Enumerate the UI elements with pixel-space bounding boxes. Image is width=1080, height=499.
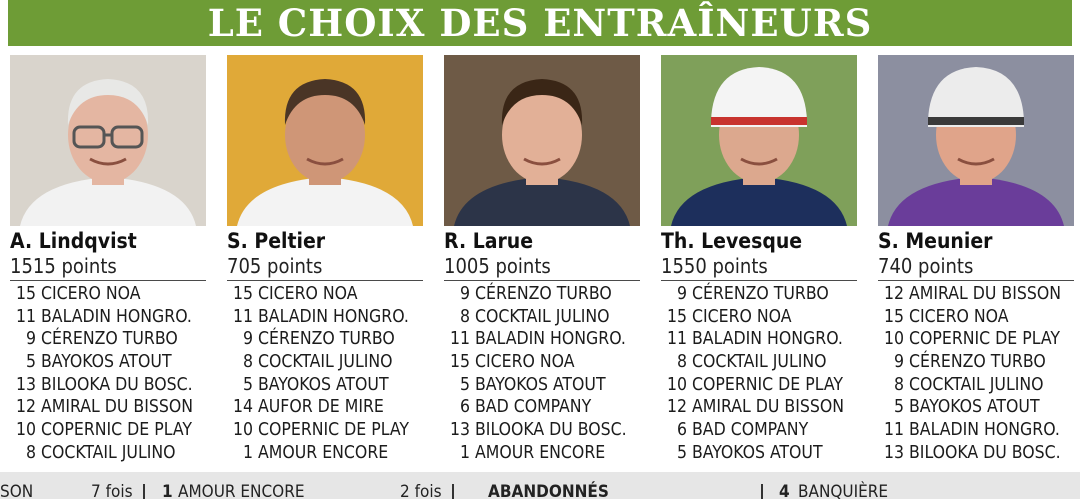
pick-row <box>10 306 216 329</box>
horse-number: 15 <box>883 306 904 327</box>
horse-name: AMOUR ENCORE <box>475 442 606 463</box>
horse-name: CICERO NOA <box>475 352 575 373</box>
horse-name: BAYOKOS ATOUT <box>909 397 1040 418</box>
page-title: LE CHOIX DES ENTRAÎNEURS <box>207 1 873 45</box>
horse-number: 15 <box>666 306 687 327</box>
pick-row <box>10 374 216 397</box>
horse-number: 15 <box>15 284 36 304</box>
pick-row <box>227 328 433 351</box>
horse-number: 5 <box>25 352 36 373</box>
horse-name: CÉRENZO TURBO <box>41 329 178 350</box>
horse-name: AUFOR DE MIRE <box>258 397 384 418</box>
pick-row <box>444 419 650 442</box>
divider <box>878 280 1074 281</box>
trainer-points: 705 points <box>227 254 323 278</box>
pick-row <box>444 442 650 465</box>
pick-row <box>444 283 650 306</box>
horse-name: COPERNIC DE PLAY <box>258 420 409 441</box>
horse-number: 5 <box>676 442 687 463</box>
horse-name: CICERO NOA <box>41 284 141 304</box>
horse-number: 15 <box>449 352 470 373</box>
pick-row <box>444 396 650 419</box>
horse-name: BALADIN HONGRO. <box>909 420 1060 441</box>
horse-name: COPERNIC DE PLAY <box>41 420 192 441</box>
horse-number: 5 <box>242 374 253 395</box>
trainer-name: A. Lindqvist <box>10 229 137 253</box>
trainer-points: 1005 points <box>444 254 551 278</box>
pick-row <box>661 374 867 397</box>
footer-text: SON <box>0 482 34 499</box>
horse-number: 8 <box>25 442 36 463</box>
horse-number: 10 <box>883 329 904 350</box>
horse-name: CICERO NOA <box>909 306 1009 327</box>
horse-number: 11 <box>883 420 904 441</box>
pick-row <box>878 374 1080 397</box>
trainer-photo <box>661 55 857 226</box>
trainers-grid <box>0 55 1080 470</box>
pick-row <box>661 283 867 306</box>
trainer-photo <box>444 55 640 226</box>
horse-number: 10 <box>15 420 36 441</box>
pick-row <box>661 396 867 419</box>
horse-number: 1 <box>242 442 253 463</box>
pick-row <box>227 283 433 306</box>
pick-row <box>227 442 433 465</box>
footer-strip <box>0 472 1080 499</box>
horse-name: COCKTAIL JULINO <box>258 352 393 373</box>
horse-number: 1 <box>459 442 470 463</box>
horse-number: 12 <box>666 397 687 418</box>
horse-number: 8 <box>893 374 904 395</box>
horse-number: 11 <box>666 329 687 350</box>
footer-separator <box>143 484 145 499</box>
footer-horse: BANQUIÈRE <box>798 482 889 499</box>
horse-number: 8 <box>459 306 470 327</box>
trainer-points: 1550 points <box>661 254 768 278</box>
horse-name: AMOUR ENCORE <box>258 442 389 463</box>
horse-name: BALADIN HONGRO. <box>41 306 192 327</box>
pick-row <box>444 374 650 397</box>
trainer-photo <box>227 55 423 226</box>
footer-number: 1 <box>162 482 173 499</box>
horse-name: CICERO NOA <box>692 306 792 327</box>
pick-row <box>878 306 1080 329</box>
footer-number: 4 <box>779 482 790 499</box>
horse-name: AMIRAL DU BISSON <box>692 397 845 418</box>
trainer-name: Th. Levesque <box>661 229 803 253</box>
horse-number: 11 <box>449 329 470 350</box>
pick-row <box>878 419 1080 442</box>
horse-number: 5 <box>459 374 470 395</box>
trainer-points: 1515 points <box>10 254 117 278</box>
horse-name: BILOOKA DU BOSC. <box>475 420 627 441</box>
pick-row <box>661 328 867 351</box>
pick-row <box>444 351 650 374</box>
horse-number: 8 <box>676 352 687 373</box>
horse-name: BILOOKA DU BOSC. <box>41 374 193 395</box>
trainer-name: S. Meunier <box>878 229 993 253</box>
footer-separator <box>452 484 454 499</box>
trainer-name: S. Peltier <box>227 229 326 253</box>
horse-number: 15 <box>232 284 253 304</box>
footer-heading: ABANDONNÉS <box>488 482 609 499</box>
picks-list <box>227 283 433 465</box>
horse-name: COCKTAIL JULINO <box>692 352 827 373</box>
horse-number: 11 <box>15 306 36 327</box>
divider <box>444 280 640 281</box>
footer-separator <box>761 484 763 499</box>
horse-number: 12 <box>15 397 36 418</box>
pick-row <box>661 351 867 374</box>
horse-name: CÉRENZO TURBO <box>258 329 395 350</box>
trainer-column <box>878 55 1080 470</box>
trainer-column <box>10 55 216 470</box>
pick-row <box>227 351 433 374</box>
pick-row <box>878 442 1080 465</box>
title-banner <box>8 0 1072 46</box>
pick-row <box>10 283 216 306</box>
pick-row <box>444 306 650 329</box>
trainer-points: 740 points <box>878 254 974 278</box>
pick-row <box>661 306 867 329</box>
horse-name: AMIRAL DU BISSON <box>909 284 1062 304</box>
horse-number: 8 <box>242 352 253 373</box>
pick-row <box>661 419 867 442</box>
horse-name: BAYOKOS ATOUT <box>41 352 172 373</box>
horse-name: BAD COMPANY <box>475 397 592 418</box>
horse-number: 14 <box>232 397 253 418</box>
horse-number: 10 <box>232 420 253 441</box>
horse-name: CÉRENZO TURBO <box>475 284 612 304</box>
horse-number: 9 <box>676 284 687 304</box>
horse-number: 11 <box>232 306 253 327</box>
pick-row <box>10 351 216 374</box>
picks-list <box>10 283 216 465</box>
horse-name: COCKTAIL JULINO <box>475 306 610 327</box>
horse-number: 5 <box>893 397 904 418</box>
horse-number: 13 <box>449 420 470 441</box>
horse-name: BAYOKOS ATOUT <box>475 374 606 395</box>
footer-count: 7 fois <box>91 482 133 499</box>
divider <box>10 280 206 281</box>
trainer-photo <box>10 55 206 226</box>
horse-name: BAD COMPANY <box>692 420 809 441</box>
horse-number: 13 <box>883 442 904 463</box>
horse-number: 13 <box>15 374 36 395</box>
horse-name: CICERO NOA <box>258 284 358 304</box>
horse-name: BILOOKA DU BOSC. <box>909 442 1061 463</box>
footer-horse: AMOUR ENCORE <box>178 482 305 499</box>
pick-row <box>10 442 216 465</box>
horse-name: COCKTAIL JULINO <box>41 442 176 463</box>
pick-row <box>10 396 216 419</box>
horse-name: BALADIN HONGRO. <box>692 329 843 350</box>
horse-name: CÉRENZO TURBO <box>692 284 829 304</box>
pick-row <box>10 328 216 351</box>
horse-name: COPERNIC DE PLAY <box>692 374 843 395</box>
horse-number: 12 <box>883 284 904 304</box>
horse-name: BAYOKOS ATOUT <box>258 374 389 395</box>
horse-number: 6 <box>676 420 687 441</box>
pick-row <box>878 328 1080 351</box>
horse-name: COCKTAIL JULINO <box>909 374 1044 395</box>
picks-list <box>878 283 1080 465</box>
horse-name: COPERNIC DE PLAY <box>909 329 1060 350</box>
horse-name: BAYOKOS ATOUT <box>692 442 823 463</box>
pick-row <box>878 351 1080 374</box>
horse-number: 6 <box>459 397 470 418</box>
trainer-column <box>227 55 433 470</box>
horse-name: CÉRENZO TURBO <box>909 352 1046 373</box>
pick-row <box>661 442 867 465</box>
horse-number: 9 <box>25 329 36 350</box>
trainer-name: R. Larue <box>444 229 534 253</box>
pick-row <box>10 419 216 442</box>
pick-row <box>227 396 433 419</box>
horse-name: AMIRAL DU BISSON <box>41 397 194 418</box>
divider <box>227 280 423 281</box>
horse-number: 10 <box>666 374 687 395</box>
pick-row <box>878 283 1080 306</box>
picks-list <box>661 283 867 465</box>
trainer-column <box>444 55 650 470</box>
trainer-photo <box>878 55 1074 226</box>
picks-list <box>444 283 650 465</box>
horse-number: 9 <box>893 352 904 373</box>
pick-row <box>227 419 433 442</box>
horse-number: 9 <box>459 284 470 304</box>
trainer-column <box>661 55 867 470</box>
divider <box>661 280 857 281</box>
horse-name: BALADIN HONGRO. <box>258 306 409 327</box>
pick-row <box>227 306 433 329</box>
horse-number: 9 <box>242 329 253 350</box>
pick-row <box>227 374 433 397</box>
pick-row <box>444 328 650 351</box>
pick-row <box>878 396 1080 419</box>
horse-name: BALADIN HONGRO. <box>475 329 626 350</box>
footer-count: 2 fois <box>400 482 442 499</box>
